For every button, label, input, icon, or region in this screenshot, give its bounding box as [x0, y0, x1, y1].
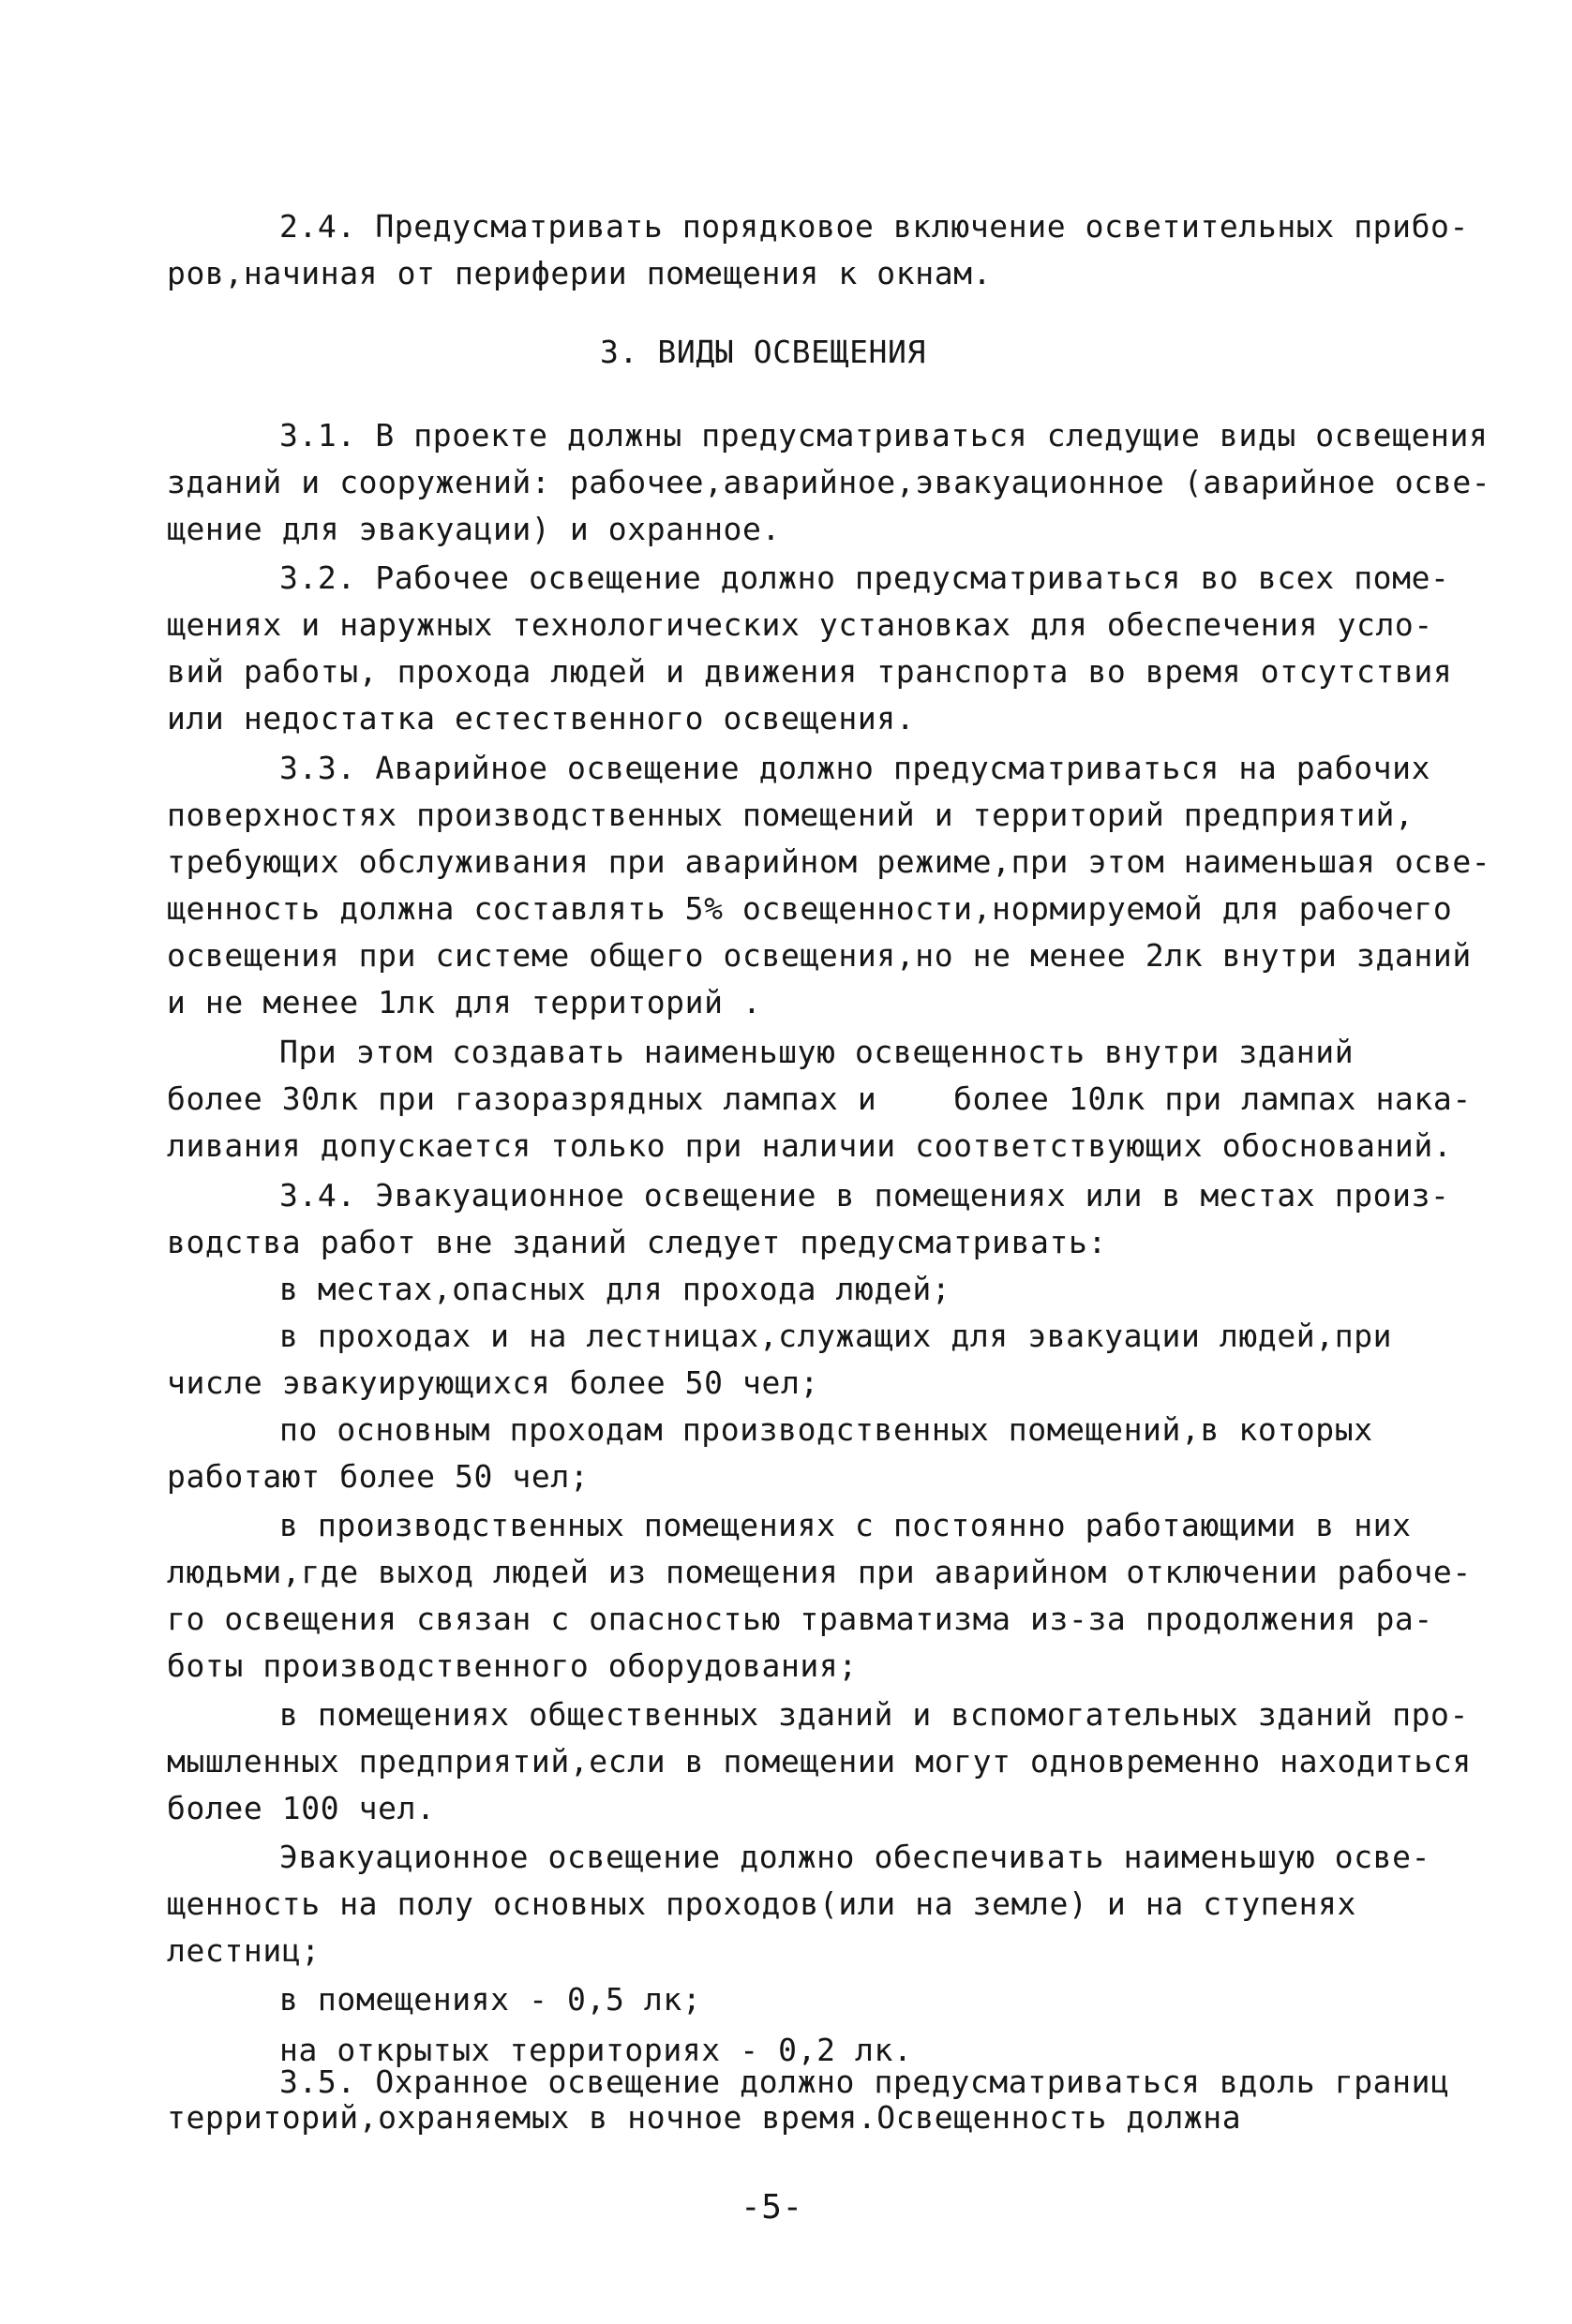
text-line: го освещения связан с опасностью травматизма из-за продолжения ра-: [167, 1601, 1433, 1637]
text-line: на открытых территориях - 0,2 лк.: [279, 2032, 913, 2068]
text-line: в производственных помещениях с постоянно работающими в них: [279, 1507, 1412, 1543]
text-line: в проходах и на лестницах,служащих для эвакуации людей,при: [279, 1318, 1393, 1354]
text-line: по основным проходам производственных помещений,в которых: [279, 1411, 1373, 1448]
text-line: в местах,опасных для прохода людей;: [279, 1271, 951, 1307]
text-line: щенность на полу основных проходов(или на земле) и на ступенях: [167, 1885, 1356, 1922]
text-line: 3.1. В проекте должны предусматриваться следущие виды освещения: [279, 417, 1489, 454]
text-line: поверхностях производственных помещений и территорий предприятий,: [167, 797, 1415, 833]
text-line: освещения при системе общего освещения,но не менее 2лк внутри зданий: [167, 937, 1472, 974]
text-line: более 30лк при газоразрядных лампах и более 10лк при лампах нака-: [167, 1080, 1472, 1117]
text-line: Эвакуационное освещение должно обеспечивать наименьшую осве-: [279, 1839, 1431, 1875]
text-line: мышленных предприятий,если в помещении могут одновременно находиться: [167, 1743, 1472, 1780]
text-line: боты производственного оборудования;: [167, 1647, 858, 1684]
page-number: -5-: [741, 2188, 803, 2227]
text-line: вий работы, прохода людей и движения транспорта во время отсутствия: [167, 653, 1453, 690]
text-line: 3.3. Аварийное освещение должно предусматриваться на рабочих: [279, 750, 1431, 786]
text-line: и не менее 1лк для территорий .: [167, 984, 762, 1020]
text-line: 3.5. Охранное освещение должно предусматриваться вдоль границ: [279, 2063, 1450, 2100]
text-line: в помещениях общественных зданий и вспомогательных зданий про-: [279, 1696, 1469, 1733]
text-line: водства работ вне зданий следует предусматривать:: [167, 1224, 1107, 1260]
text-line: 3.2. Рабочее освещение должно предусматриваться во всех поме-: [279, 559, 1450, 596]
text-line: зданий и сооружений: рабочее,аварийное,эвакуационное (аварийное осве-: [167, 464, 1491, 500]
text-line: щенность должна составлять 5% освещенности,нормируемой для рабочего: [167, 890, 1453, 927]
text-line: ров,начиная от периферии помещения к окнам.: [167, 255, 993, 291]
text-line: требующих обслуживания при аварийном режиме,при этом наименьшая осве-: [167, 843, 1491, 880]
text-line: более 100 чел.: [167, 1790, 436, 1826]
text-line: лестниц;: [167, 1932, 321, 1969]
text-line: 2.4. Предусматривать порядковое включение осветительных прибо-: [279, 208, 1469, 245]
text-line: людьми,где выход людей из помещения при аварийном отключении рабоче-: [167, 1554, 1472, 1590]
text-line: в помещениях - 0,5 лк;: [279, 1981, 702, 2018]
section-heading: 3. ВИДЫ ОСВЕЩЕНИЯ: [600, 334, 926, 370]
text-line: щениях и наружных технологических установках для обеспечения усло-: [167, 606, 1433, 643]
text-line: 3.4. Эвакуационное освещение в помещениях или в местах произ-: [279, 1177, 1450, 1214]
text-line: или недостатка естественного освещения.: [167, 700, 916, 737]
text-line: территорий,охраняемых в ночное время.Освещенность должна: [167, 2099, 1242, 2136]
text-line: ливания допускается только при наличии соответствующих обоснований.: [167, 1127, 1453, 1164]
text-line: щение для эвакуации) и охранное.: [167, 511, 781, 547]
text-line: числе эвакуирующихся более 50 чел;: [167, 1364, 819, 1401]
text-line: При этом создавать наименьшую освещенность внутри зданий: [279, 1034, 1355, 1070]
text-line: работают более 50 чел;: [167, 1458, 590, 1495]
